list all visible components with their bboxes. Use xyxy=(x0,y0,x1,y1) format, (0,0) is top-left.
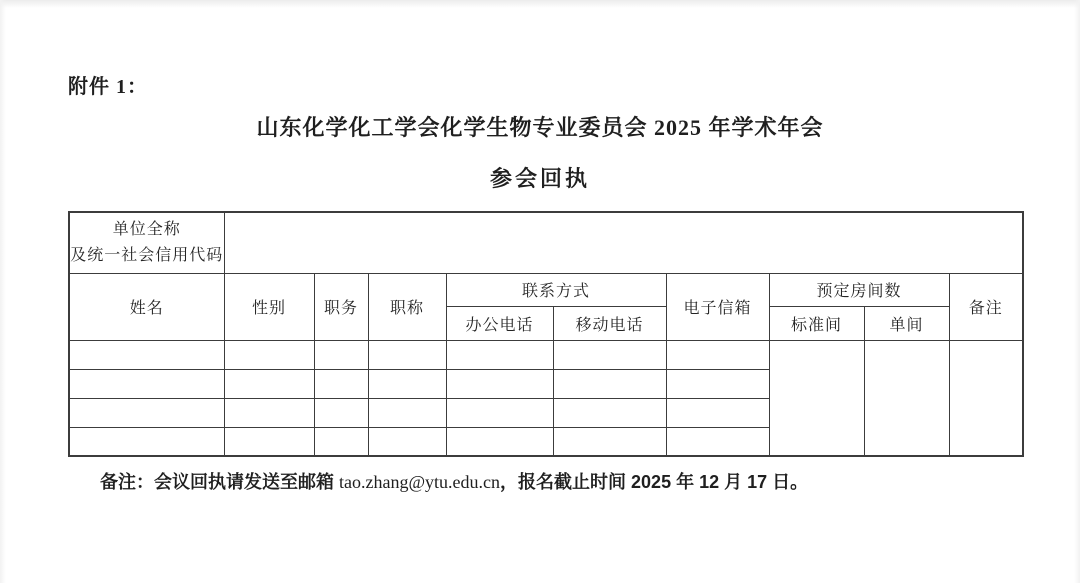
empty-cell xyxy=(69,369,224,398)
header-office-phone: 办公电话 xyxy=(446,306,553,340)
empty-cell xyxy=(368,398,446,427)
page-edge-shade-top xyxy=(0,0,1080,8)
empty-cell xyxy=(368,427,446,456)
remarks-merged-cell xyxy=(949,340,1023,456)
footer-note-email: tao.zhang@ytu.edu.cn xyxy=(339,472,501,492)
header-position: 职务 xyxy=(314,273,368,340)
empty-cell xyxy=(666,398,769,427)
empty-cell xyxy=(69,398,224,427)
header-contact: 联系方式 xyxy=(446,273,666,306)
header-professional-title: 职称 xyxy=(368,273,446,340)
header-name: 姓名 xyxy=(69,273,224,340)
empty-cell xyxy=(224,369,314,398)
unit-name-label-line1: 单位全称 xyxy=(112,220,181,238)
header-remarks: 备注 xyxy=(949,273,1023,340)
document-title: 山东化学化工学会化学生物专业委员会 2025 年学术年会 xyxy=(256,115,824,140)
empty-cell xyxy=(446,427,553,456)
empty-cell xyxy=(553,340,666,369)
footer-note-suffix: ，报名截止时间 2025 年 12 月 17 日。 xyxy=(500,472,809,492)
empty-cell xyxy=(666,369,769,398)
header-standard-room: 标准间 xyxy=(769,306,864,340)
empty-cell xyxy=(446,398,553,427)
header-gender: 性别 xyxy=(224,273,314,340)
empty-cell xyxy=(368,369,446,398)
standard-room-merged-cell xyxy=(769,340,864,456)
page-edge-shade-left xyxy=(0,0,6,583)
empty-cell xyxy=(224,427,314,456)
header-single-room: 单间 xyxy=(864,306,949,340)
empty-cell xyxy=(69,340,224,369)
empty-cell xyxy=(666,340,769,369)
empty-cell xyxy=(314,427,368,456)
empty-cell xyxy=(446,340,553,369)
header-email: 电子信箱 xyxy=(666,273,769,340)
empty-cell xyxy=(224,340,314,369)
empty-cell xyxy=(224,398,314,427)
empty-cell xyxy=(314,369,368,398)
single-room-merged-cell xyxy=(864,340,949,456)
empty-cell xyxy=(314,340,368,369)
footer-note xyxy=(100,468,1080,494)
footer-note-prefix: 备注：会议回执请发送至邮箱 xyxy=(100,472,339,492)
empty-cell xyxy=(553,398,666,427)
unit-name-value-cell xyxy=(224,212,1023,273)
header-mobile-phone: 移动电话 xyxy=(553,306,666,340)
empty-cell xyxy=(69,427,224,456)
attachment-label: 附件 1： xyxy=(68,76,148,98)
unit-name-label-line2: 及统一社会信用代码 xyxy=(70,246,224,264)
document-subtitle: 参会回执 xyxy=(489,166,590,191)
empty-cell xyxy=(368,340,446,369)
unit-row xyxy=(69,212,1023,273)
table-row xyxy=(69,340,1023,369)
header-rooms: 预定房间数 xyxy=(769,273,949,306)
unit-name-label-cell xyxy=(69,212,224,273)
reply-form-table xyxy=(68,211,1024,457)
empty-cell xyxy=(553,427,666,456)
empty-cell xyxy=(314,398,368,427)
empty-cell xyxy=(553,369,666,398)
header-row-top xyxy=(69,273,1023,306)
empty-cell xyxy=(666,427,769,456)
empty-cell xyxy=(446,369,553,398)
